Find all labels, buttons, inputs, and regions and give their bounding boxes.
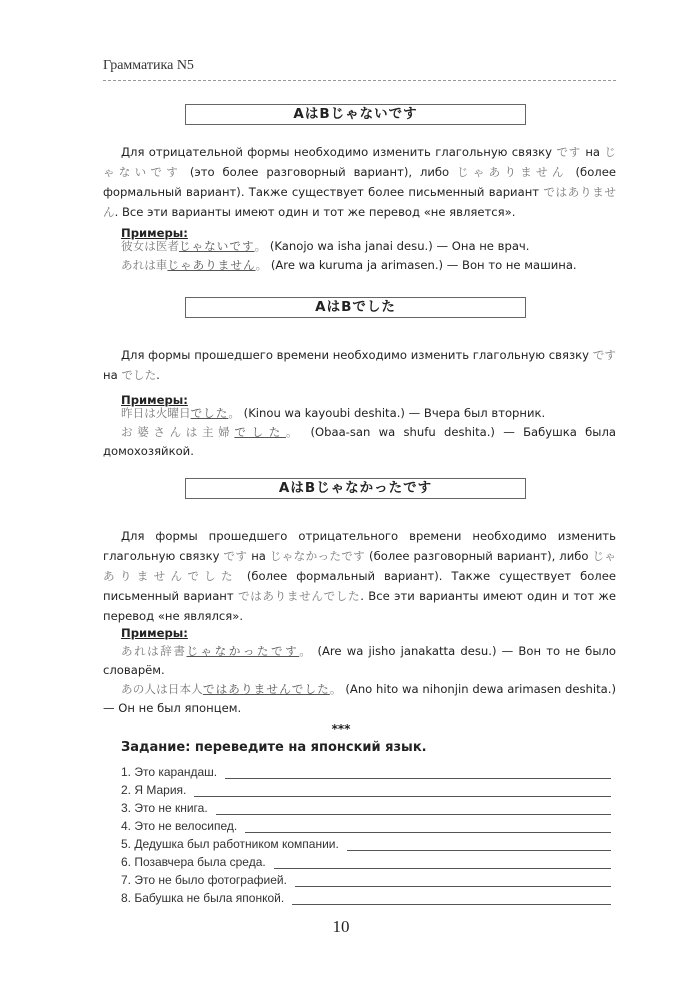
example-grammar: じゃないです	[178, 239, 255, 253]
task-item	[121, 779, 611, 797]
japanese-text: です	[592, 348, 616, 362]
japanese-text: じゃありません	[457, 165, 568, 179]
text: . Все эти варианты имеют один и тот же перевод «не являлся».	[103, 589, 616, 623]
example-punct: 。	[285, 425, 303, 439]
text: (более формальный вариант). Также существует более письменный вариант	[103, 165, 616, 199]
text: (более формальный вариант). Также существует более письменный вариант	[103, 569, 616, 603]
text: на	[103, 368, 122, 382]
task-list	[121, 761, 611, 905]
example-grammar: じゃなかったです	[186, 644, 300, 658]
section-title-box: AはBじゃなかったです	[185, 478, 526, 499]
task-item-text: 3. Это не книга.	[121, 801, 208, 815]
example-japanese: お婆さんは主婦	[121, 425, 235, 439]
text: .	[156, 368, 160, 382]
task-item-text: 8. Бабушка не была японкой.	[121, 891, 285, 905]
japanese-text: じゃありませんでした	[103, 549, 616, 583]
example-punct: 。	[299, 644, 313, 658]
example-grammar: でした	[190, 406, 229, 420]
example-punct: 。	[254, 239, 267, 253]
example	[103, 423, 616, 461]
example-list	[103, 642, 616, 718]
examples-label: Примеры:	[121, 226, 188, 240]
example-japanese: あれは車	[121, 258, 168, 272]
section-paragraph	[103, 526, 616, 626]
text: Для формы прошедшего времени необходимо изменить глагольную связку	[121, 348, 593, 362]
task-item	[121, 887, 611, 905]
task-item-text: 4. Это не велосипед.	[121, 819, 238, 833]
example-grammar: じゃありません	[167, 258, 256, 272]
example-japanese: あれは辞書	[121, 644, 187, 658]
answer-line[interactable]	[295, 874, 611, 887]
example-translation: (Obaa-san wa shufu deshita.) — Бабушка была домохозяйкой.	[103, 425, 616, 458]
japanese-text: じゃなかったです	[269, 549, 366, 563]
task-item	[121, 851, 611, 869]
task-item	[121, 761, 611, 779]
japanese-text: ではありませんでした	[237, 589, 361, 603]
japanese-text: ではありません	[103, 185, 616, 219]
example-japanese: 昨日は火曜日	[121, 406, 191, 420]
text: Для формы прошедшего отрицательного времени необходимо изменить глагольную связку	[103, 529, 616, 563]
section-paragraph	[103, 142, 616, 222]
answer-line[interactable]	[245, 820, 611, 833]
example-punct: 。	[255, 258, 268, 272]
example	[103, 237, 616, 256]
task-item-text: 7. Это не было фотографией.	[121, 873, 287, 887]
answer-line[interactable]	[216, 802, 611, 815]
header-divider	[103, 80, 616, 81]
example-translation: (Ano hito wa nihonjin dewa arimasen deshita.) — Он не был японцем.	[103, 682, 616, 715]
section-separator: ***	[331, 722, 351, 736]
text: Для отрицательной формы необходимо изменить глагольную связку	[121, 145, 557, 159]
example-translation: (Kinou wa kayoubi deshita.) — Вчера был вторник.	[239, 406, 546, 420]
example-translation: (Kanojo wa isha janai desu.) — Она не врач.	[266, 239, 530, 253]
section-title-box: AはBじゃないです	[185, 104, 526, 125]
example-punct: 。	[329, 682, 342, 696]
japanese-text: です	[556, 145, 581, 159]
task-item-text: 5. Дедушка был работником компании.	[121, 837, 339, 851]
example-list	[103, 404, 616, 461]
example-translation: (Are wa jisho janakatta desu.) — Вон то не было словарём.	[103, 644, 616, 677]
answer-line[interactable]	[347, 838, 611, 851]
example-translation: (Are wa kuruma ja arimasen.) — Вон то не машина.	[267, 258, 577, 272]
examples-label: Примеры:	[121, 393, 188, 407]
answer-line[interactable]	[194, 784, 611, 797]
section-title-box: AはBでした	[185, 297, 526, 318]
task-item-text: 1. Это карандаш.	[121, 765, 218, 779]
example-punct: 。	[228, 406, 240, 420]
task-item-text: 2. Я Мария.	[121, 783, 187, 797]
japanese-text: です	[223, 549, 248, 563]
example	[103, 642, 616, 680]
examples-label: Примеры:	[121, 626, 188, 640]
text: . Все эти варианты имеют один и тот же перевод «не является».	[114, 205, 516, 219]
japanese-text: じゃないです	[103, 145, 616, 179]
section-paragraph	[103, 345, 616, 385]
example	[103, 404, 616, 423]
task-item	[121, 797, 611, 815]
task-item	[121, 833, 611, 851]
text: на	[247, 549, 270, 563]
japanese-text: でした	[121, 368, 157, 382]
answer-line[interactable]	[292, 892, 611, 905]
example	[103, 680, 616, 718]
answer-line[interactable]	[225, 766, 611, 779]
task-item	[121, 869, 611, 887]
text: (более разговорный вариант), либо	[365, 549, 593, 563]
example-grammar: でした	[234, 425, 286, 439]
running-header: Грамматика N5	[103, 58, 194, 73]
task-item-text: 6. Позавчера была среда.	[121, 855, 266, 869]
text: (это более разговорный вариант), либо	[182, 165, 458, 179]
example-japanese: 彼女は医者	[121, 239, 179, 253]
task-title: Задание: переведите на японский язык.	[121, 740, 427, 755]
example-japanese: あの人は日本人	[121, 682, 203, 696]
text: на	[580, 145, 605, 159]
example-list	[103, 237, 616, 275]
example	[103, 256, 616, 275]
example-grammar: ではありませんでした	[202, 682, 330, 696]
answer-line[interactable]	[274, 856, 611, 869]
page-number: 10	[332, 917, 350, 936]
task-item	[121, 815, 611, 833]
